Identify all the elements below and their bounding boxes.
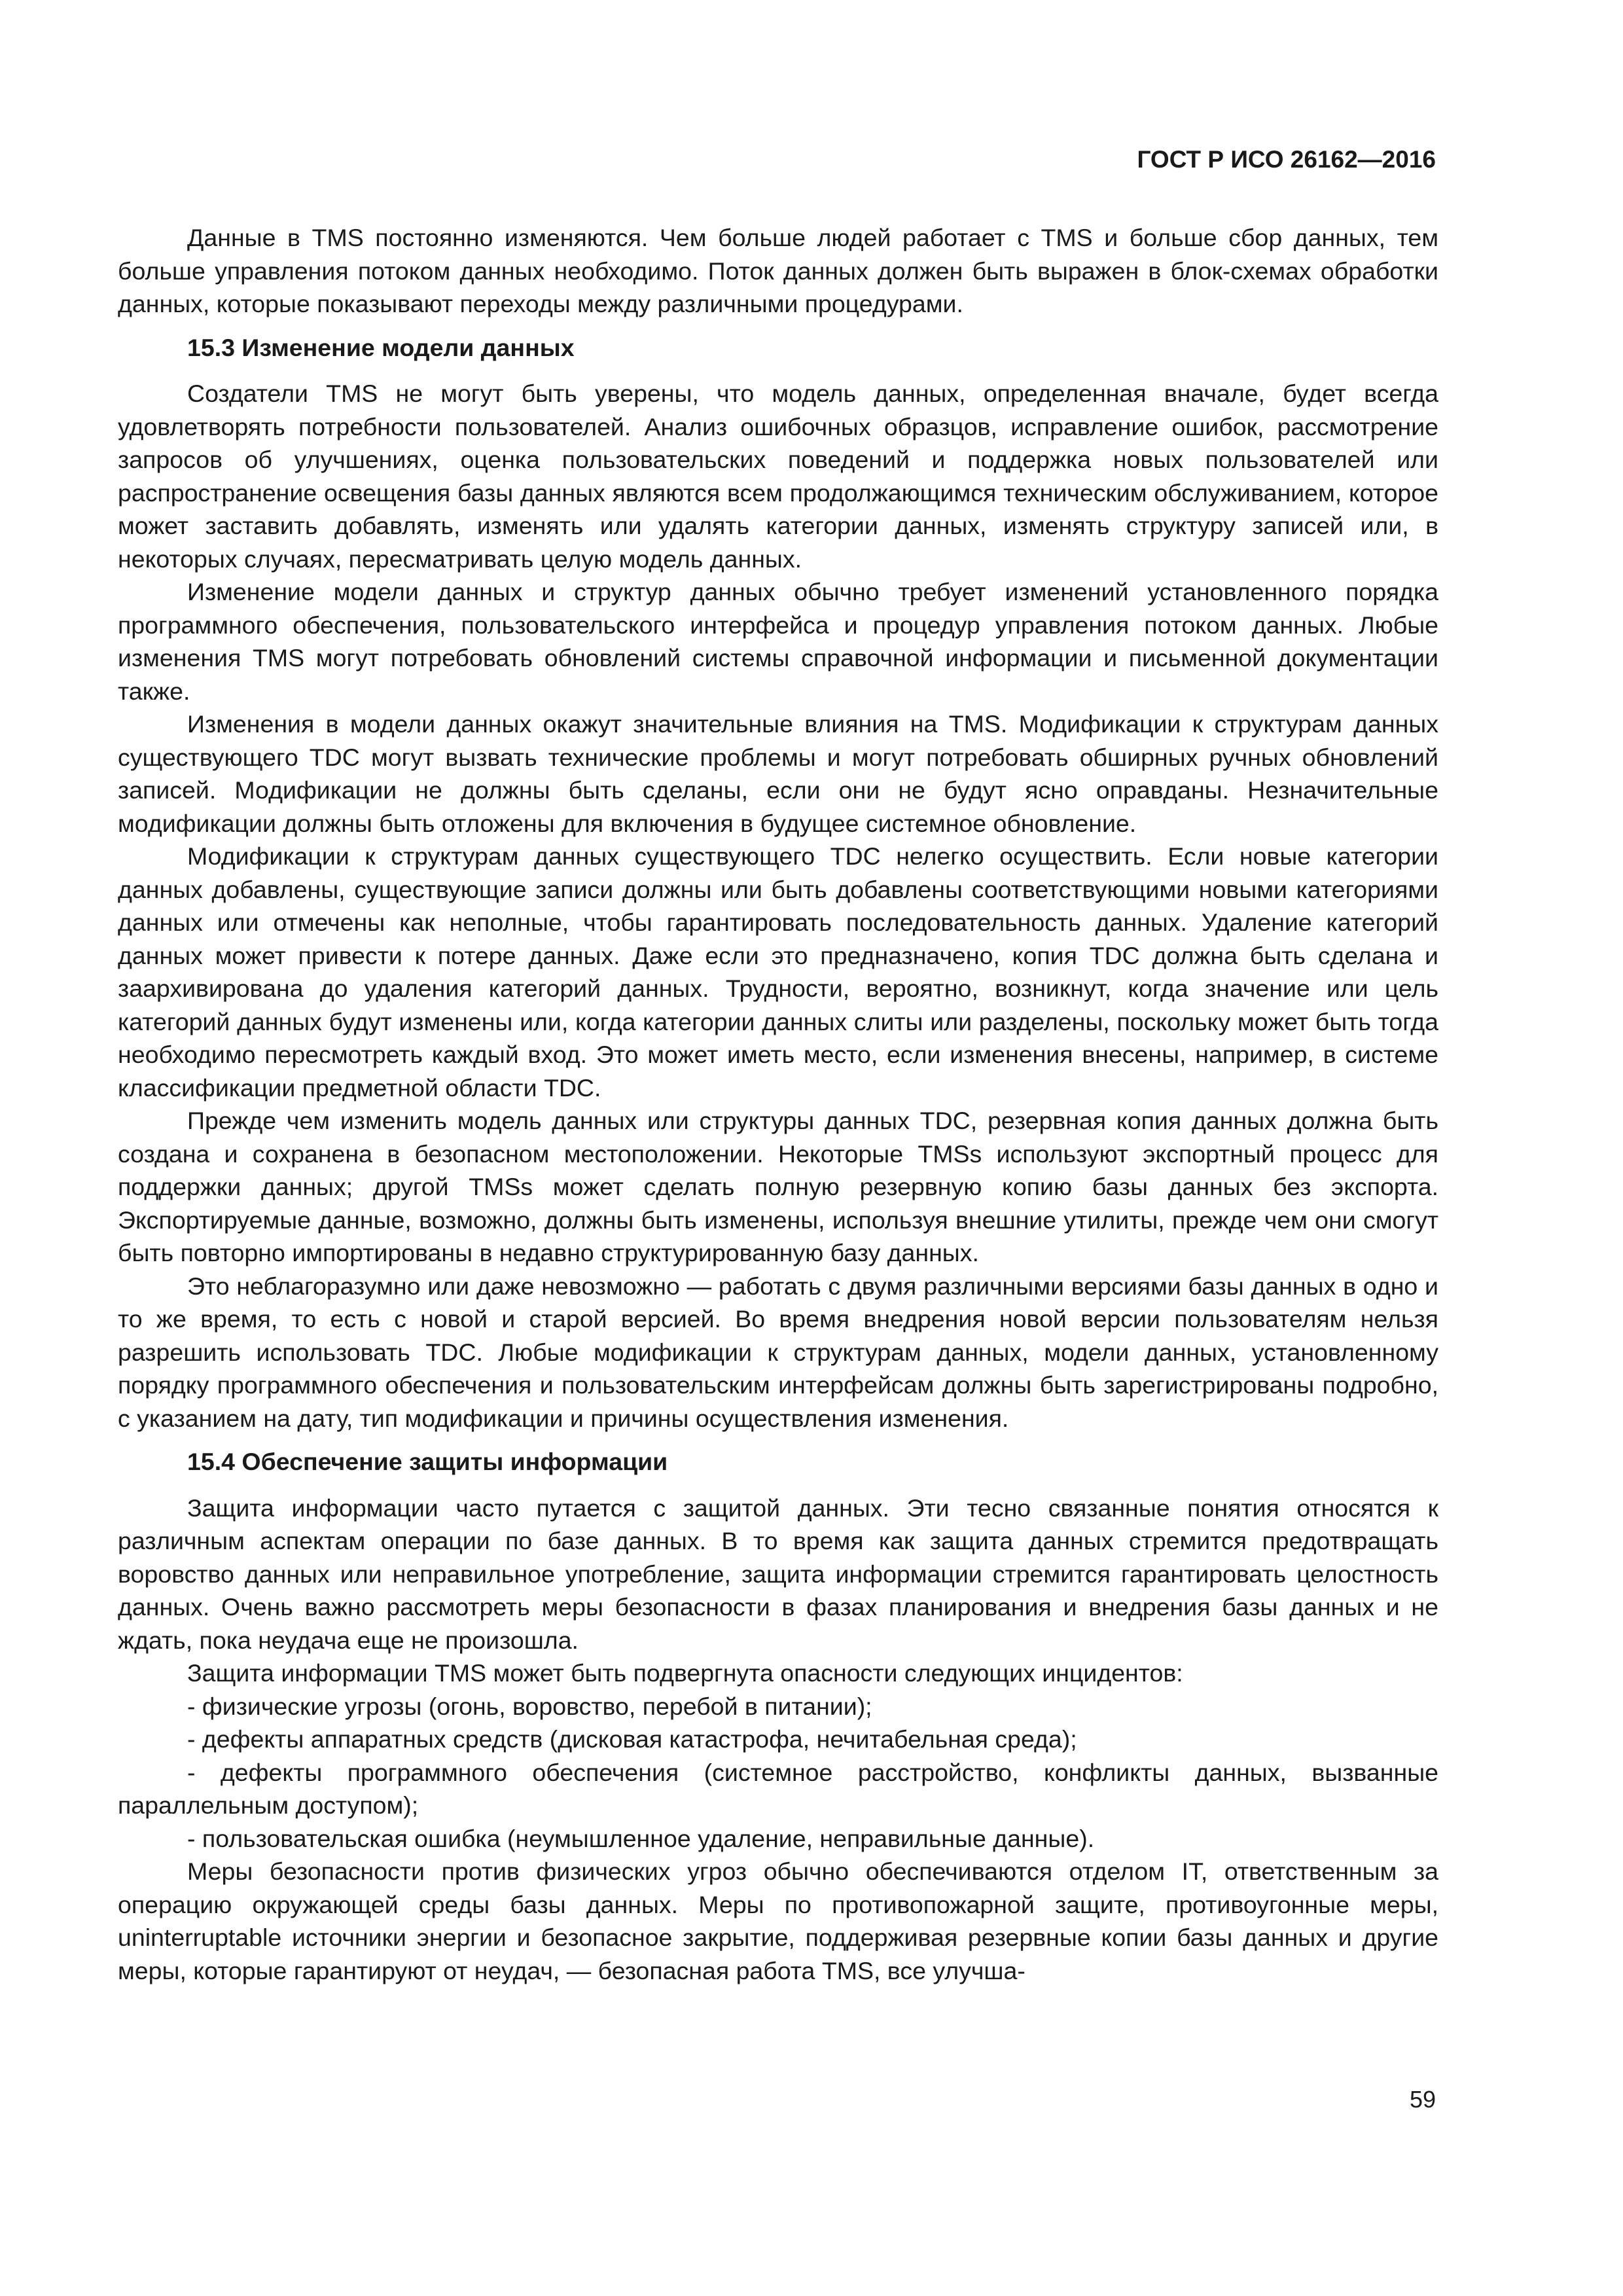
- section-15-3-paragraph-6: Это неблагоразумно или даже невозможно — работать с двумя различными версиями базы данных в одно и то же время, то есть с новой и старой версией. Во время внедрения новой версии пользователям нельзя разрешить использовать TDC. Любые модификации к структурам данных, модели данных, установленному порядку программного обеспечения и пользовательским интерфейсам должны быть зарегистрированы подробно, с указанием на дату, тип модификации и причины осуществления изменения.: [118, 1272, 1438, 1432]
- section-15-3-paragraph-5: Прежде чем изменить модель данных или структуры данных TDC, резервная копия данных должна быть создана и сохранена в безопасном местоположении. Некоторые TMSs используют экспортный процесс для поддержки данных; другой TMSs может сделать полную резервную копию базы данных без экспорта. Экспортируемые данные, возможно, должны быть изменены, используя внешние утилиты, прежде чем они смогут быть повторно импортированы в недавно структурированную базу данных.: [118, 1107, 1438, 1266]
- page-number: 59: [1409, 2086, 1436, 2113]
- threat-list-item: - пользовательская ошибка (неумышленное удаление, неправильные данные).: [187, 1824, 1095, 1852]
- section-15-4-paragraph-1: Защита информации часто путается с защитой данных. Эти тесно связанные понятия относятся к различным аспектам операции по базе данных. В то время как защита данных стремится предотвращать воровство данных или неправильное употребление, защита информации стремится гарантировать целостность данных. Очень важно рассмотреть меры безопасности в фазах планирования и внедрения базы данных и не ждать, пока неудача еще не произошла.: [118, 1494, 1438, 1654]
- section-15-3-paragraph-3: Изменения в модели данных окажут значительные влияния на TMS. Модификации к структурам данных существующего TDC могут вызвать технические проблемы и могут потребовать обширных ручных обновлений записей. Модификации не должны быть сделаны, если они не будут ясно оправданы. Незначительные модификации должны быть отложены для включения в будущее системное обновление.: [118, 710, 1438, 837]
- section-heading-15-4: 15.4 Обеспечение защиты информации: [187, 1448, 668, 1475]
- threat-list-item: - дефекты аппаратных средств (дисковая катастрофа, нечитабельная среда);: [187, 1725, 1077, 1753]
- page-body: [118, 221, 1438, 1987]
- standard-designation: ГОСТ Р ИСО 26162—2016: [1137, 146, 1436, 173]
- threat-list-item: - дефекты программного обеспечения (системное расстройство, конфликты данных, вызванные параллельным доступом);: [118, 1758, 1438, 1819]
- section-15-3-paragraph-1: Создатели TMS не могут быть уверены, что модель данных, определенная вначале, будет всегда удовлетворять потребности пользователей. Анализ ошибочных образцов, исправление ошибок, рассмотрение запросов об улучшениях, оценка пользовательских поведений и поддержка новых пользователей или распространение освещения базы данных являются всем продолжающимся техническим обслуживанием, которое может заставить добавлять, изменять или удалять категории данных, изменять структуру записей или, в некоторых случаях, пересматривать целую модель данных.: [118, 380, 1438, 573]
- intro-paragraph: Данные в TMS постоянно изменяются. Чем больше людей работает с TMS и больше сбор данных, тем больше управления потоком данных необходимо. Поток данных должен быть выражен в блок-схемах обработки данных, которые показывают переходы между различными процедурами.: [118, 224, 1438, 317]
- section-15-3-paragraph-4: Модификации к структурам данных существующего TDC нелегко осуществить. Если новые категории данных добавлены, существующие записи должны или быть добавлены соответствующими новыми категориями данных или отмечены как неполные, чтобы гарантировать последовательность данных. Удаление категорий данных может привести к потере данных. Даже если это предназначено, копия TDC должна быть сделана и заархивирована до удаления категорий данных. Трудности, вероятно, возникнут, когда значение или цель категорий данных будут изменены или, когда категории данных слиты или разделены, поскольку может быть тогда необходимо пересмотреть каждый вход. Это может иметь место, если изменения внесены, например, в системе классификации предметной области TDC.: [118, 842, 1438, 1102]
- threat-list-item: - физические угрозы (огонь, воровство, перебой в питании);: [187, 1692, 872, 1720]
- section-15-4-paragraph-3: Меры безопасности против физических угроз обычно обеспечиваются отделом IT, ответственным за операцию окружающей среды базы данных. Меры по противопожарной защите, противоугонные меры, uninterruptable источники энергии и безопасное закрытие, поддерживая резервные копии базы данных и другие меры, которые гарантируют от неудач, — безопасная работа TMS, все улучша-: [118, 1857, 1438, 1984]
- section-15-3-paragraph-2: Изменение модели данных и структур данных обычно требует изменений установленного порядка программного обеспечения, пользовательского интерфейса и процедур управления потоком данных. Любые изменения TMS могут потребовать обновлений системы справочной информации и письменной документации также.: [118, 578, 1438, 705]
- section-heading-15-3: 15.3 Изменение модели данных: [187, 333, 575, 361]
- section-15-4-paragraph-2: Защита информации TMS может быть подвергнута опасности следующих инцидентов:: [187, 1659, 1183, 1687]
